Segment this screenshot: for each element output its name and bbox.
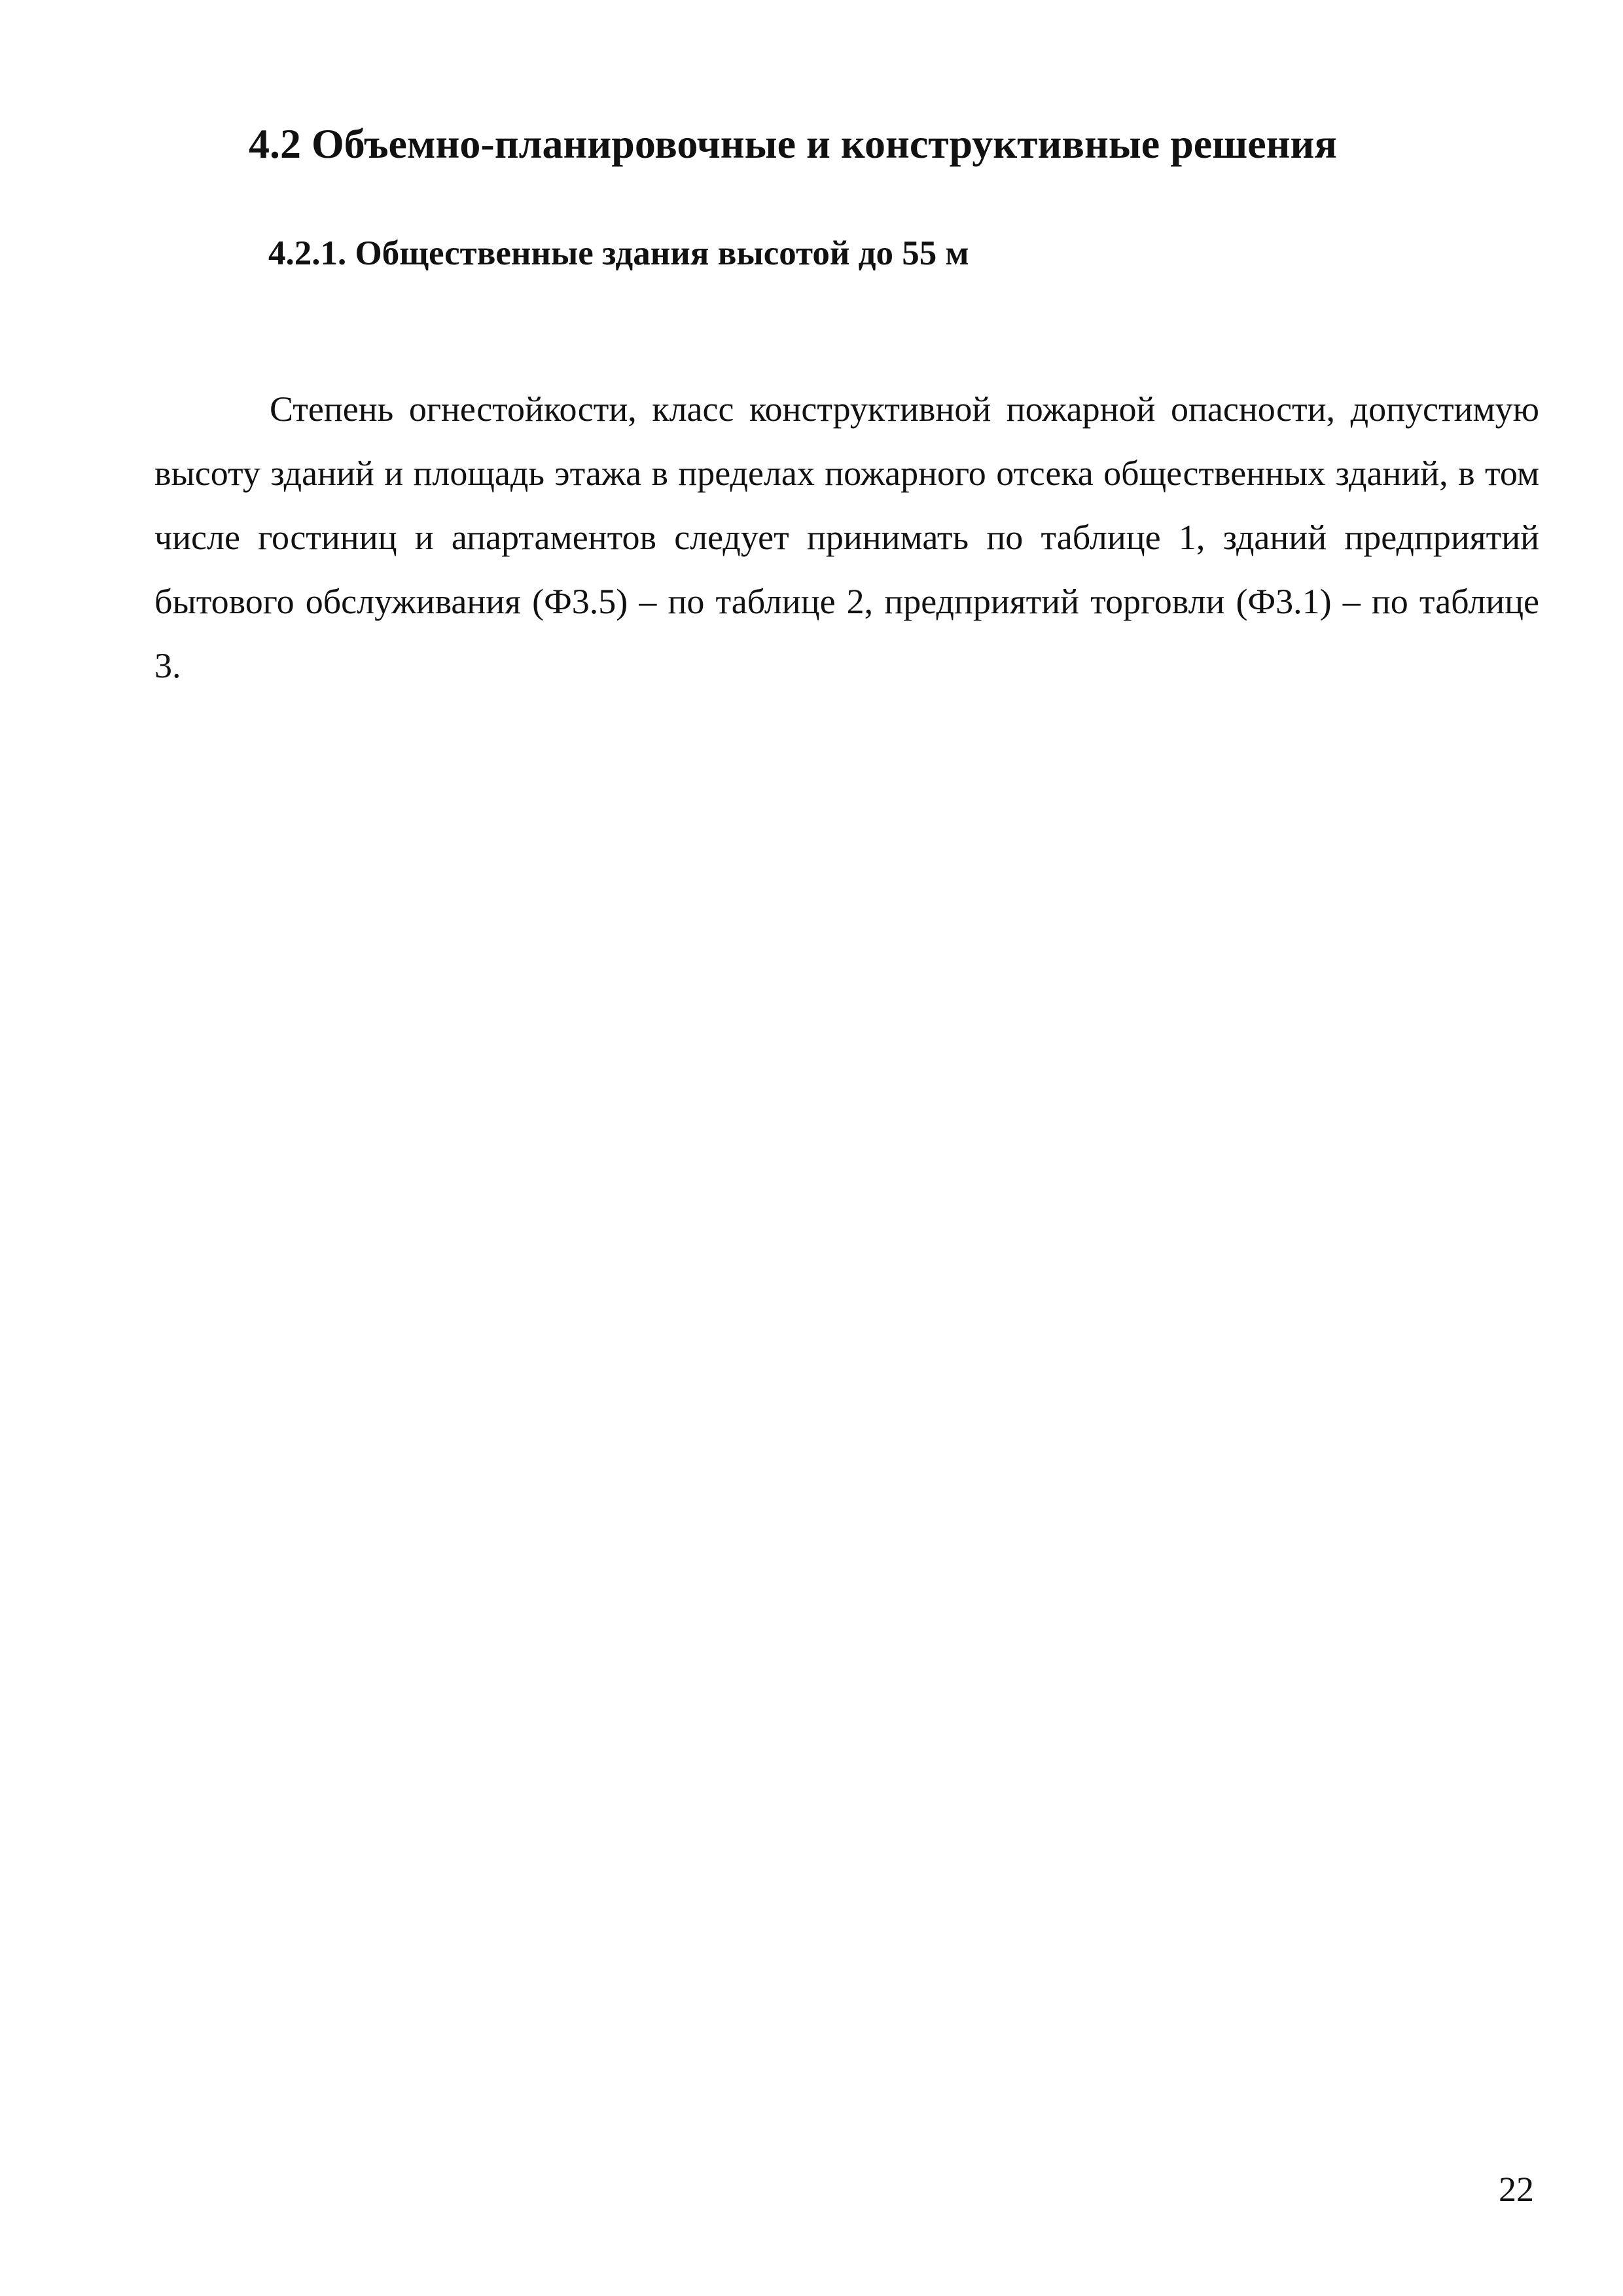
page-number: 22 [1499,2170,1534,2209]
section-title: 4.2 Объемно-планировочные и конструктивные решения [249,120,1337,167]
body-paragraph: Степень огнестойкости, класс конструктивной пожарной опасности, допустимую высоту зданий и площадь этажа в пределах пожарного отсека общественных зданий, в том числе гостиниц и апартаментов следует принимать по таблице 1, зданий предприятий бытового обслуживания (Ф3.5) – по таблице 2, предприятий торговли (Ф3.1) – по таблице 3. [154,389,1539,685]
subsection-title: 4.2.1. Общественные здания высотой до 55 м [268,234,969,272]
